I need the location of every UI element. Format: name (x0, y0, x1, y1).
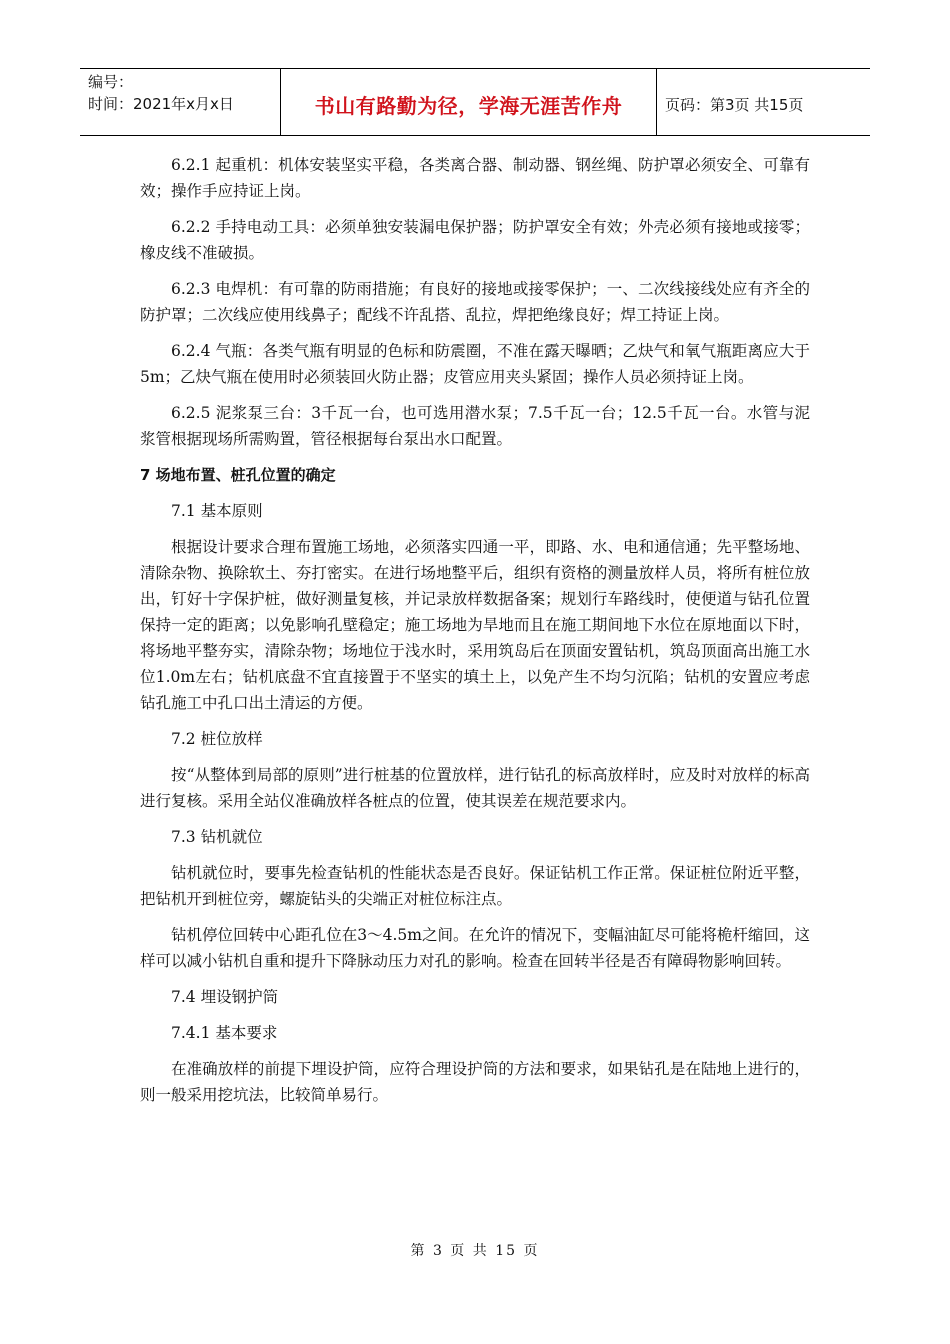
header-motto-cell (281, 69, 657, 135)
section-7-heading: 7 场地布置、桩孔位置的确定 (140, 466, 336, 484)
document-number-label: 编号： (88, 73, 134, 91)
page-header (80, 68, 870, 136)
section-7-3-heading: 7.3 钻机就位 (171, 828, 263, 846)
section-7-2-heading: 7.2 桩位放样 (171, 730, 263, 748)
section-7-4-heading: 7.4 埋设钢护筒 (171, 988, 279, 1006)
page-footer: 第 3 页 共 15 页 (410, 1243, 540, 1259)
header-page-info: 页码：第3页 共15页 (665, 95, 804, 114)
section-7-2-text: 按“从整体到局部的原则”进行桩基的位置放样，进行钻孔的标高放样时，应及时对放样的标高进行复核。采用全站仪准确放样各桩点的位置，使其误差在规范要求内。 (140, 766, 810, 810)
section-7-3-text-2: 钻机停位回转中心距孔位在3～4.5m之间。在允许的情况下，变幅油缸尽可能将桅杆缩回，这样可以减小钻机自重和提升下降脉动压力对孔的影响。检查在回转半径是否有障碍物影响回转。 (140, 926, 810, 970)
paragraph-6-2-3: 6.2.3 电焊机：有可靠的防雨措施；有良好的接地或接零保护；一、二次线接线处应有齐全的防护罩；二次线应使用线鼻子；配线不许乱搭、乱拉，焊把绝缘良好；焊工持证上岗。 (140, 280, 810, 324)
header-meta (80, 69, 281, 135)
section-7-1-text: 根据设计要求合理布置施工场地，必须落实四通一平，即路、水、电和通信通；先平整场地、清除杂物、换除软土、夯打密实。在进行场地整平后，组织有资格的测量放样人员，将所有桩位放出，钉好十字保护桩，做好测量复核，并记录放样数据备案；规划行车路线时，使便道与钻孔位置保持一定的距离；以免影响孔壁稳定；施工场地为旱地而且在施工期间地下水位在原地面以下时，将场地平整夯实，清除杂物；场地位于浅水时，采用筑岛后在顶面安置钻机，筑岛顶面高出施工水位1.0m左右；钻机底盘不宜直接置于不坚实的填土上，以免产生不均匀沉陷；钻机的安置应考虑钻孔施工中孔口出土清运的方便。 (140, 538, 810, 712)
section-7-4-1-heading: 7.4.1 基本要求 (171, 1024, 278, 1042)
paragraph-6-2-4: 6.2.4 气瓶：各类气瓶有明显的色标和防震圈，不准在露天曝晒；乙炔气和氧气瓶距离应大于5m；乙炔气瓶在使用时必须装回火防止器；皮管应用夹头紧固；操作人员必须持证上岗。 (140, 342, 810, 386)
document-body (140, 152, 810, 1118)
paragraph-6-2-2: 6.2.2 手持电动工具：必须单独安装漏电保护器；防护罩安全有效；外壳必须有接地或接零；橡皮线不准破损。 (140, 218, 810, 262)
section-7-1-heading: 7.1 基本原则 (171, 502, 263, 520)
section-7-4-1-text: 在准确放样的前提下埋设护筒，应符合理设护筒的方法和要求，如果钻孔是在陆地上进行的，则一般采用挖坑法，比较简单易行。 (140, 1060, 810, 1104)
paragraph-6-2-5: 6.2.5 泥浆泵三台：3千瓦一台，也可选用潜水泵；7.5千瓦一台；12.5千瓦一台。水管与泥浆管根据现场所需购置，管径根据每台泵出水口配置。 (140, 404, 810, 448)
document-date-label: 时间：2021年x月x日 (88, 95, 234, 113)
paragraph-6-2-1: 6.2.1 起重机：机体安装坚实平稳，各类离合器、制动器、钢丝绳、防护罩必须安全、可靠有效；操作手应持证上岗。 (140, 156, 810, 200)
header-motto: 书山有路勤为径，学海无涯苦作舟 (314, 93, 623, 118)
section-7-3-text-1: 钻机就位时，要事先检查钻机的性能状态是否良好。保证钻机工作正常。保证桩位附近平整，把钻机开到桩位旁，螺旋钻头的尖端正对桩位标注点。 (140, 864, 810, 908)
